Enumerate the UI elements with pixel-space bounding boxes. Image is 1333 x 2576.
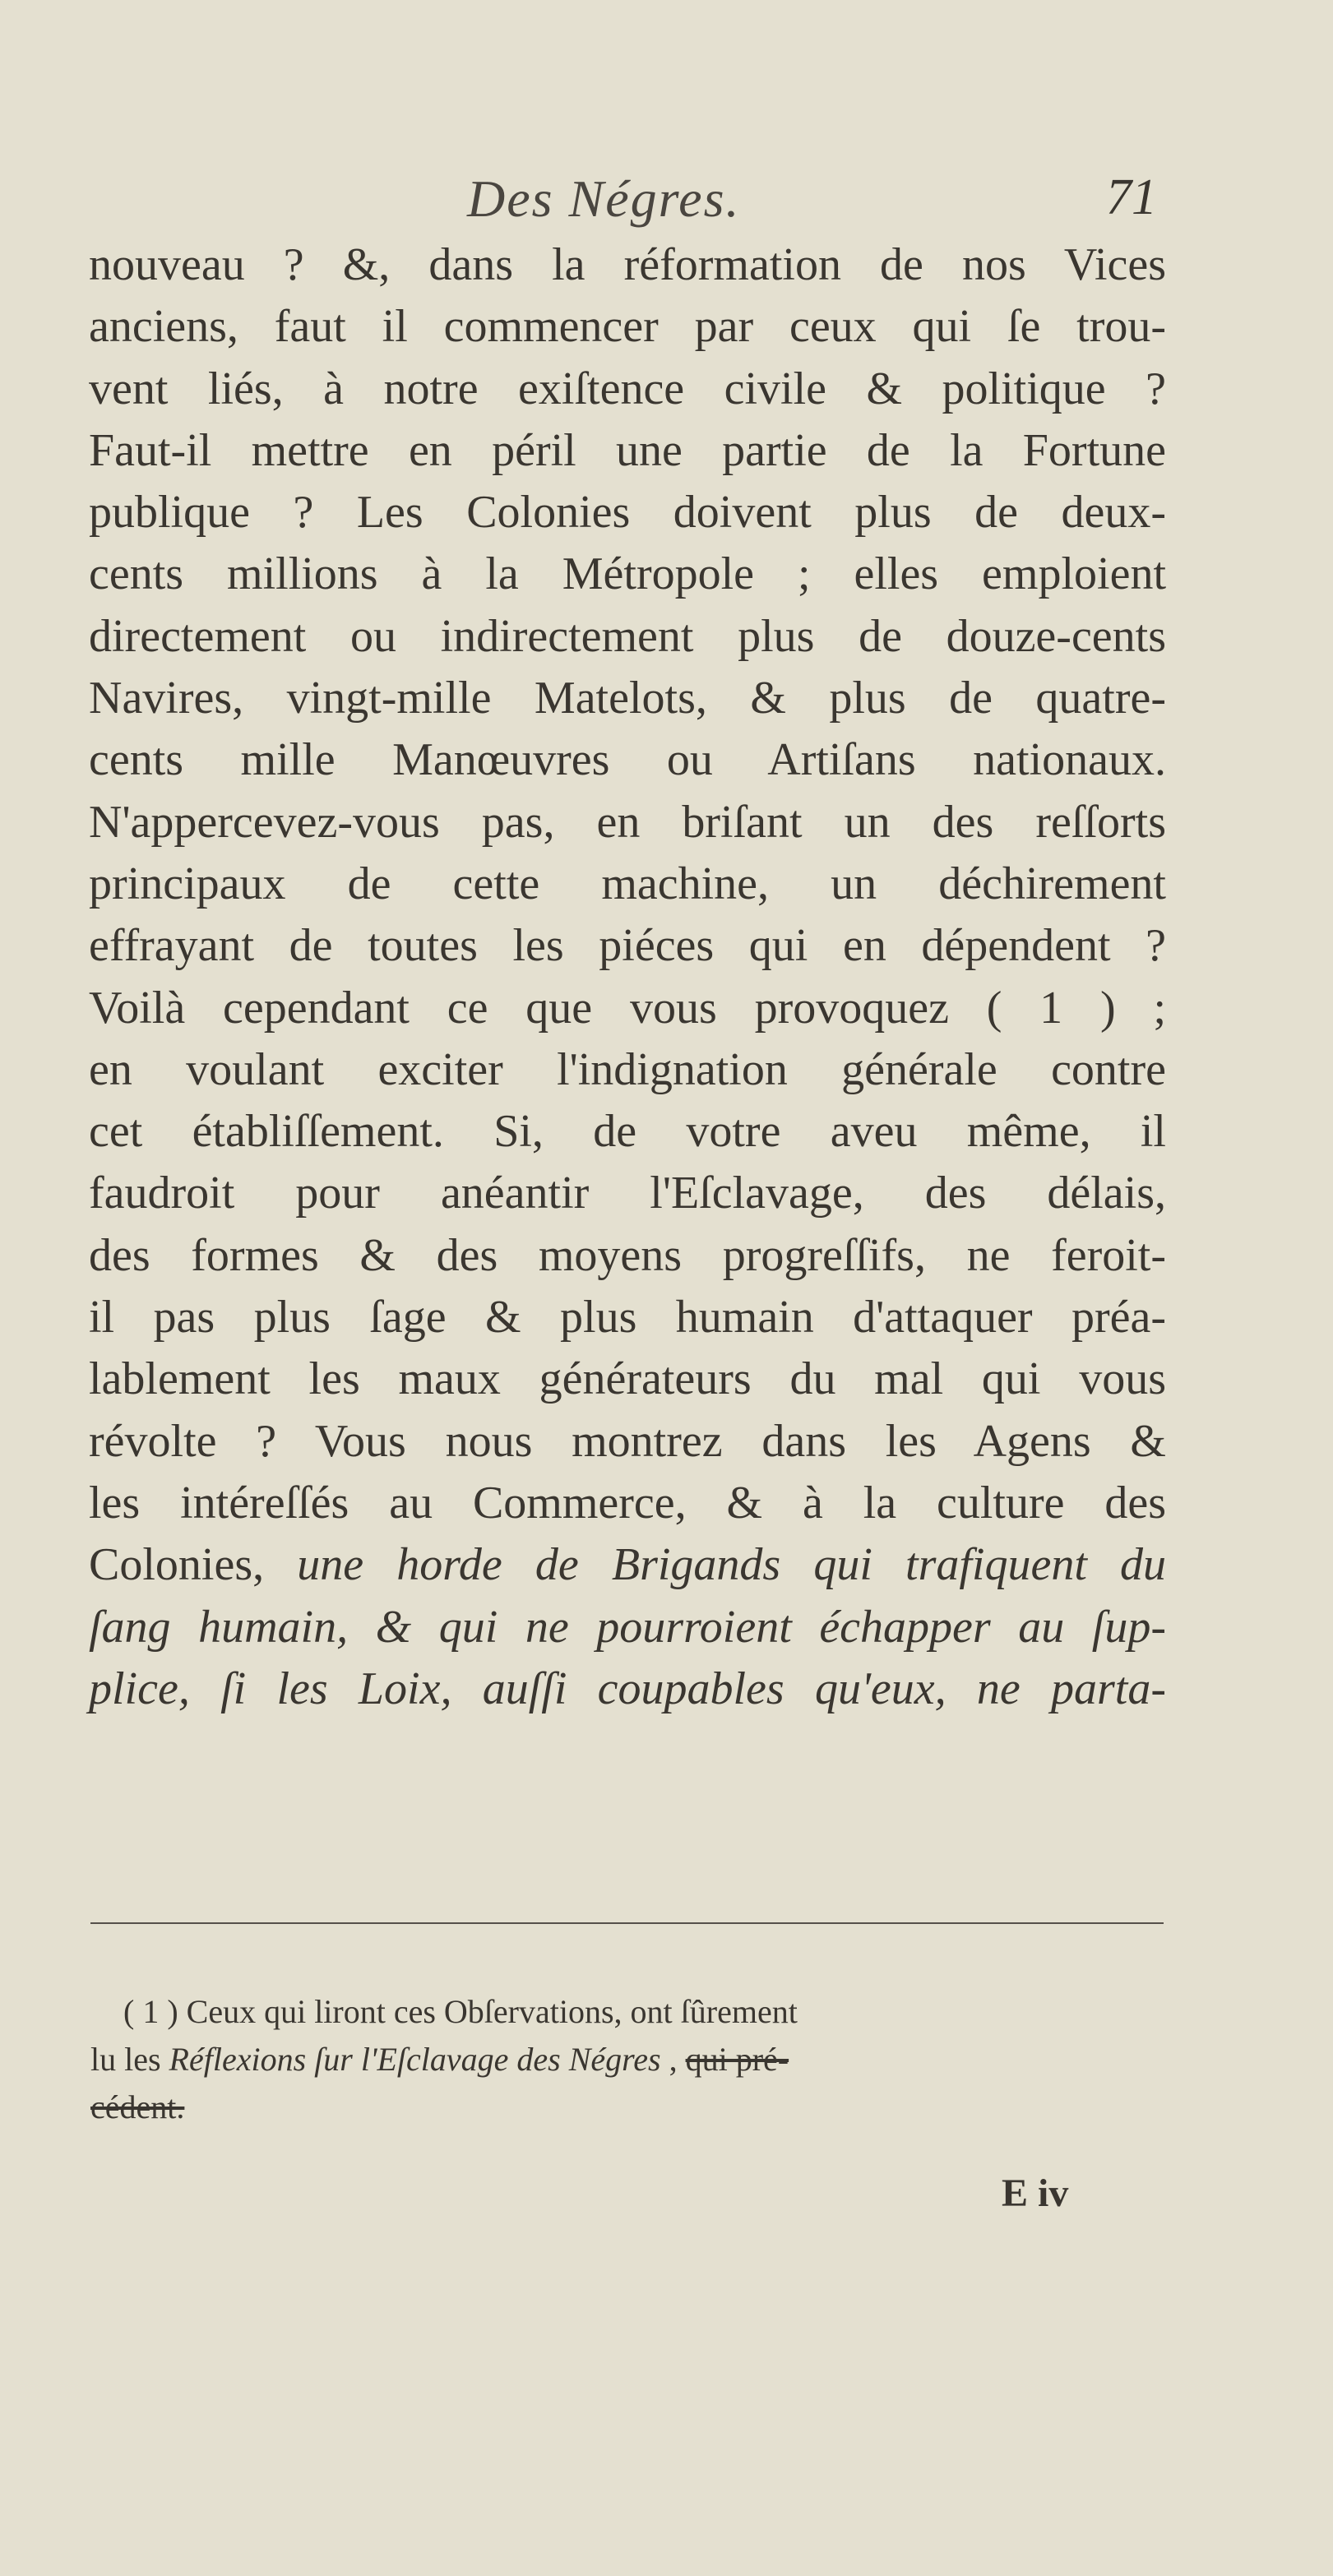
footnote-line: ( 1 ) Ceux qui liront ces Obſervations, ont ſûrement (123, 1993, 798, 2030)
text-roman: Colonies, (89, 1539, 265, 1591)
text-line: nouveau ? &, dans la réformation de nos Vices (89, 239, 1166, 290)
text-line: vent liés, à notre exiſtence civile & politique ? (89, 363, 1166, 414)
text-line: principaux de cette machine, un déchirement (89, 858, 1166, 909)
page-number: 71 (1106, 169, 1157, 225)
text-line: effrayant de toutes les piéces qui en dépendent ? (89, 920, 1166, 972)
text-line: publique ? Les Colonies doivent plus de deux- (89, 487, 1166, 539)
text-line: révolte ? Vous nous montrez dans les Agens & (89, 1415, 1166, 1467)
footnote-line (90, 2036, 1168, 2083)
footnote-book-title: Réflexions ſur l'Eſclavage des Négres (169, 2041, 661, 2078)
body-text (89, 234, 1166, 1720)
text-line: Navires, vingt-mille Matelots, & plus de quatre- (89, 673, 1166, 724)
text-italic: ſang humain, & qui ne pourroient échapper au ſup- (89, 1601, 1166, 1653)
signature-mark: E iv (1002, 2171, 1069, 2215)
text-line-italic (89, 1597, 1166, 1658)
running-title: Des Négres. (467, 169, 741, 228)
footnote-rule (90, 1922, 1164, 1924)
text-line: il pas plus ſage & plus humain d'attaquer préa- (89, 1292, 1166, 1343)
footnote (90, 1988, 1168, 2131)
text-line: cents millions à la Métropole ; elles emploient (89, 548, 1166, 600)
running-head (0, 169, 1333, 234)
text-line: Faut-il mettre en péril une partie de la Fortune (89, 424, 1166, 476)
footnote-line (90, 2083, 1168, 2131)
struck-text: cédent. (90, 2088, 185, 2125)
text-line: lablement les maux générateurs du mal qui vous (89, 1353, 1166, 1405)
text-line: Voilà cependant ce que vous provoquez ( 1 ) ; (89, 982, 1166, 1034)
text-line: des formes & des moyens progreſſifs, ne feroit- (89, 1229, 1166, 1281)
struck-text: qui pré- (685, 2041, 789, 2078)
text-line-mixed (89, 1534, 1166, 1596)
text-line: cet établiſſement. Si, de votre aveu même, il (89, 1106, 1166, 1158)
text-line: anciens, faut il commencer par ceux qui ſe trou- (89, 301, 1166, 353)
text-line: en voulant exciter l'indignation générale contre (89, 1043, 1166, 1095)
text-line-italic (89, 1658, 1166, 1720)
text-line: cents mille Manœuvres ou Artiſans nationaux. (89, 734, 1166, 786)
text-line: N'appercevez-vous pas, en briſant un des reſſorts (89, 796, 1166, 848)
text-line: directement ou indirectement plus de douze-cents (89, 610, 1166, 662)
footnote-text: lu les (90, 2041, 161, 2078)
text-italic: plice, ſi les Loix, auſſi coupables qu'eux, ne parta- (89, 1663, 1166, 1714)
text-line: les intéreſſés au Commerce, & à la culture des (89, 1477, 1166, 1528)
text-italic: une horde de Brigands qui trafiquent du (297, 1539, 1167, 1591)
footnote-comma: , (669, 2041, 678, 2078)
text-line: faudroit pour anéantir l'Eſclavage, des délais, (89, 1168, 1166, 1219)
